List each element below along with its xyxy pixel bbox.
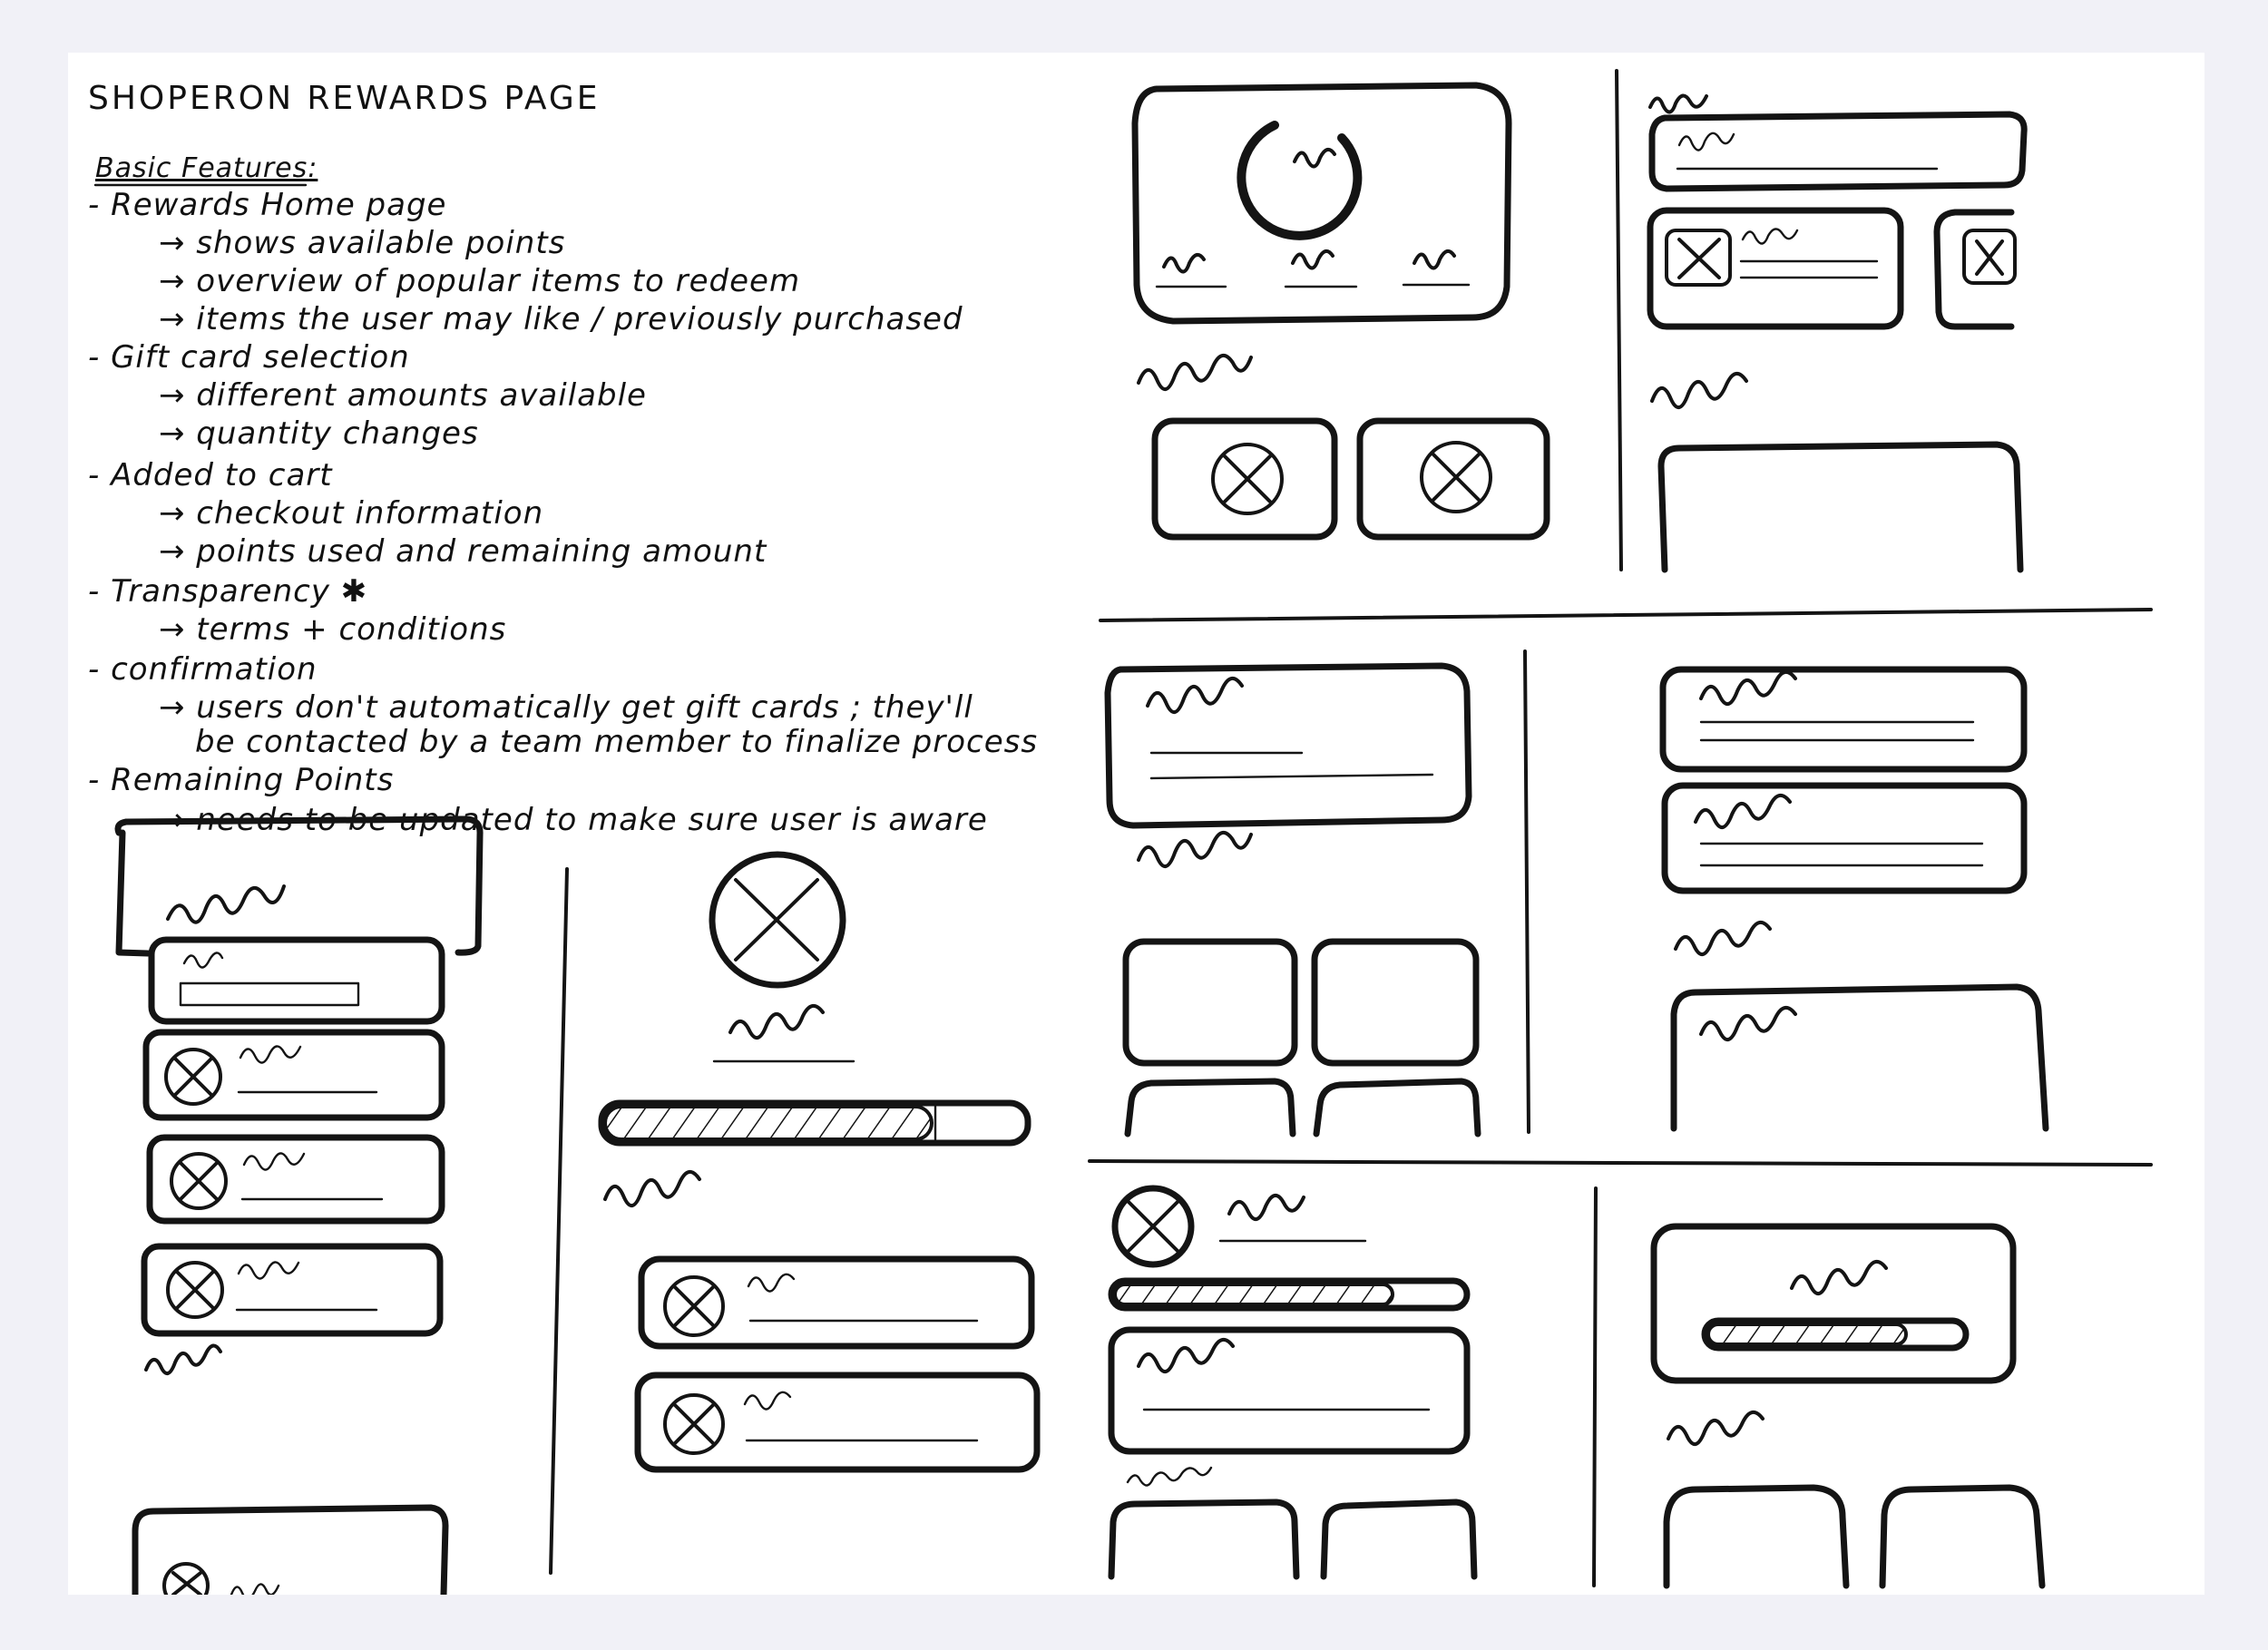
feature-line: → checkout information	[159, 495, 544, 532]
scribble-text	[1139, 356, 1251, 389]
scribble-text	[146, 1345, 220, 1373]
feature-line: → terms + conditions	[159, 611, 507, 648]
avatar-placeholder-icon	[1128, 1201, 1178, 1252]
cart-item-card	[1315, 942, 1476, 1063]
recommended-panel	[1661, 444, 2020, 570]
scribble-text	[1792, 1262, 1886, 1294]
scribble-text	[1652, 374, 1746, 407]
feature-line: - Remaining Points	[88, 762, 395, 798]
wireframe-terms	[1663, 669, 2046, 1128]
notes-heading: Basic Features:	[95, 152, 318, 184]
image-placeholder-icon	[1432, 454, 1480, 501]
feature-line: → different amounts available	[159, 377, 647, 414]
progress-bar-fill	[1708, 1324, 1906, 1344]
cart-item-card	[1126, 942, 1295, 1063]
scribble-text	[1164, 255, 1204, 272]
scribble-text	[1701, 672, 1795, 704]
sketch-sheet	[68, 53, 2204, 1595]
progress-ring-icon	[1241, 125, 1357, 236]
scribble-text	[1293, 251, 1333, 268]
divider-line	[1525, 651, 1529, 1132]
scribble-text	[168, 886, 284, 923]
feature-line: - Gift card selection	[88, 339, 410, 376]
image-placeholder-icon	[1977, 241, 2002, 274]
feature-line: - Added to cart	[88, 457, 333, 493]
scribble-text	[1295, 150, 1334, 167]
divider-line	[551, 869, 567, 1573]
scribble-text	[231, 1584, 279, 1595]
scribble-text	[240, 1046, 300, 1062]
wireframe-gift-card-selection	[601, 854, 1037, 1469]
header-card	[118, 819, 480, 953]
scribble-text	[1743, 229, 1797, 243]
feature-line: be contacted by a team member to finalize process	[195, 724, 1039, 760]
confirmation-item-partial	[1324, 1502, 1474, 1577]
image-placeholder-icon	[164, 1564, 208, 1595]
scribble-text	[184, 952, 222, 967]
scribble-text	[1650, 95, 1706, 112]
scribble-text	[1139, 833, 1251, 866]
feature-line: → users don't automatically get gift cards ; they'll	[159, 689, 973, 726]
wireframe-remaining-points	[1654, 1226, 2042, 1586]
page-title: SHOPERON REWARDS PAGE	[88, 80, 601, 117]
wireframe-confirmation	[1111, 1188, 1474, 1577]
feature-line: → items the user may like / previously purchased	[159, 301, 963, 337]
progress-bar-fill	[1115, 1284, 1393, 1304]
terms-card	[1663, 669, 2024, 769]
feature-line: → quantity changes	[159, 415, 479, 452]
remaining-points-card	[1654, 1226, 2013, 1381]
search-card	[1652, 114, 2024, 189]
feature-line: → overview of popular items to redeem	[159, 263, 801, 299]
scribble-text	[748, 1274, 794, 1292]
feature-line: - Transparency ✱	[88, 573, 368, 610]
scribble-text	[1128, 1468, 1211, 1486]
wireframe-points-overview	[1135, 85, 1547, 537]
scribble-line	[1151, 775, 1432, 778]
scribble-text	[244, 1153, 304, 1169]
feature-line: → shows available points	[159, 225, 566, 261]
image-placeholder-icon	[674, 1404, 714, 1444]
scribble-text	[1148, 679, 1242, 712]
image-placeholder-icon	[175, 1059, 211, 1095]
wireframe-recommended	[1650, 95, 2024, 570]
terms-panel	[1674, 987, 2046, 1128]
scribble-text	[1696, 796, 1790, 827]
feature-line: - confirmation	[88, 651, 318, 688]
feature-line: - Rewards Home page	[88, 187, 447, 223]
feature-line: → points used and remaining amount	[159, 533, 767, 570]
scribble-text	[605, 1172, 699, 1206]
divider-line	[1594, 1188, 1596, 1586]
remaining-item-partial	[1882, 1488, 2042, 1586]
image-placeholder-icon	[177, 1272, 213, 1308]
remaining-item-partial	[1667, 1488, 1846, 1586]
progress-bar-fill	[605, 1107, 932, 1139]
popular-item-card	[1155, 421, 1334, 537]
points-card	[152, 940, 442, 1021]
scribble-text	[745, 1392, 790, 1410]
image-placeholder-icon	[1679, 239, 1719, 278]
feature-line: → needs to be updated to make sure user is aware	[159, 802, 988, 838]
confirmation-item-partial	[1111, 1502, 1296, 1577]
image-placeholder-icon	[1224, 455, 1271, 503]
scribble-text	[1676, 923, 1770, 954]
wireframe-cart	[1108, 666, 1478, 1134]
wireframe-rewards-list	[118, 642, 480, 1595]
scribble-text	[1668, 1412, 1763, 1444]
scribble-text	[1414, 251, 1454, 268]
scribble-text	[730, 1006, 823, 1038]
divider-line	[1617, 71, 1621, 570]
section-divider	[1100, 610, 2151, 620]
image-placeholder-icon	[173, 1573, 200, 1595]
section-divider	[1090, 1161, 2151, 1165]
list-card	[144, 1246, 440, 1333]
scribble-text	[1701, 1008, 1795, 1040]
image-placeholder-icon	[674, 1286, 714, 1326]
cart-item-card-partial	[1128, 1081, 1293, 1134]
avatar-placeholder-icon	[736, 880, 817, 960]
cart-item-card-partial	[1316, 1081, 1478, 1134]
confirmation-card	[1111, 1330, 1467, 1451]
wireframe-sketches	[68, 53, 2204, 1595]
scribble-text	[239, 1262, 298, 1278]
scribble-text	[1679, 133, 1734, 151]
terms-card	[1665, 786, 2024, 891]
points-bar	[181, 983, 358, 1005]
scribble-text	[1139, 1340, 1233, 1372]
checkout-card	[1108, 666, 1469, 825]
image-placeholder-icon	[181, 1163, 217, 1199]
scribble-text	[1229, 1196, 1304, 1219]
